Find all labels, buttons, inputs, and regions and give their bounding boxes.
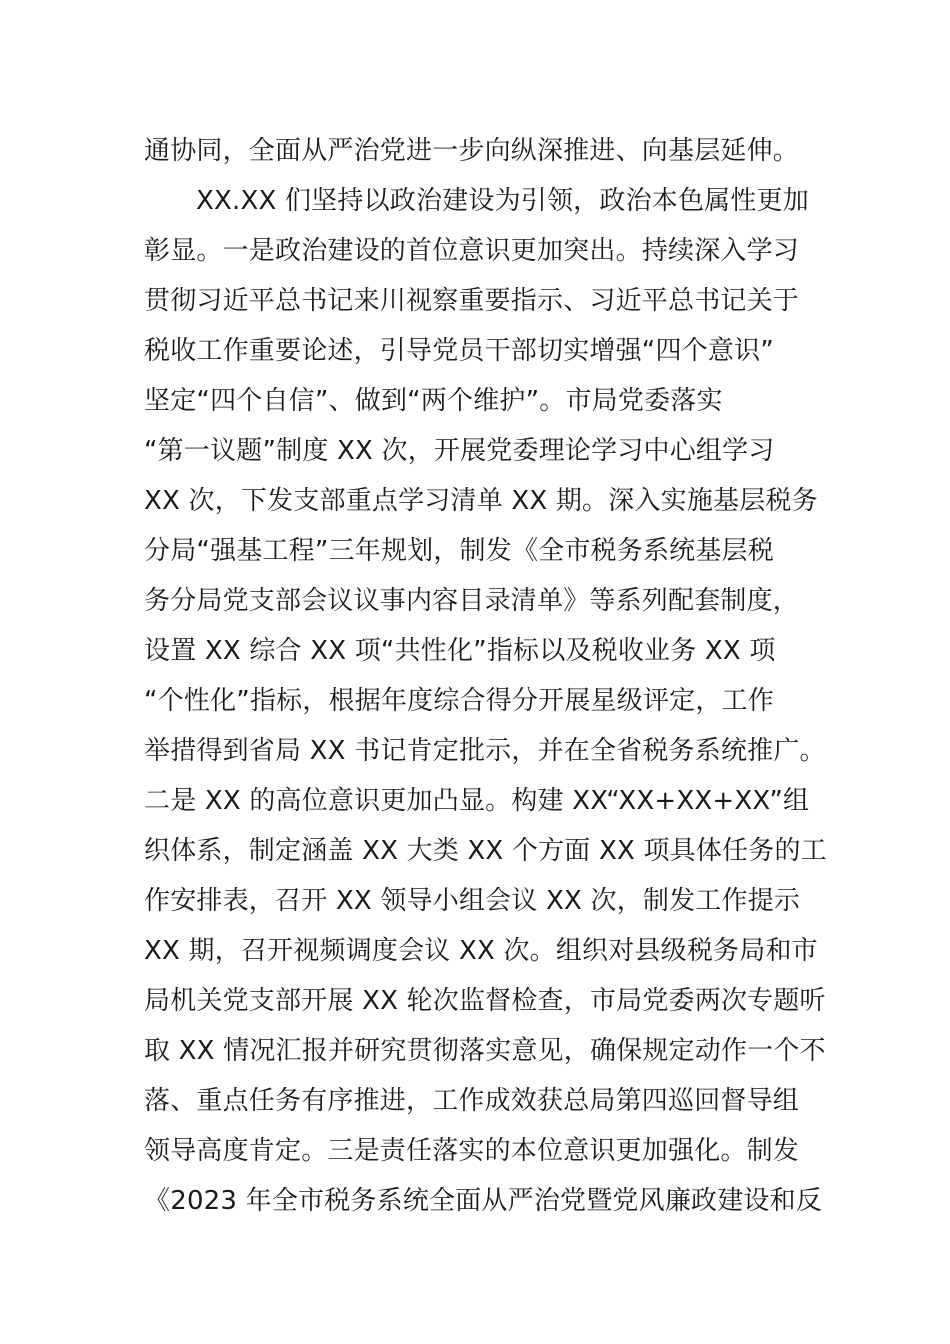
text-line: 二是 XX 的高位意识更加凸显。构建 XX“XX+XX+XX”组 xyxy=(144,786,810,816)
text-line: 领导高度肯定。三是责任落实的本位意识更加强化。制发 xyxy=(144,1136,800,1166)
text-line: 取 XX 情况汇报并研究贯彻落实意见，确保规定动作一个不 xyxy=(144,1036,826,1066)
text-line: 税收工作重要论述，引导党员干部切实增强“四个意识” xyxy=(144,336,774,366)
text-line: XX 期，召开视频调度会议 XX 次。组织对县级税务局和市 xyxy=(144,936,818,966)
text-line: 彰显。一是政治建设的首位意识更加突出。持续深入学习 xyxy=(144,236,800,266)
text-line: XX 次，下发支部重点学习清单 XX 期。深入实施基层税务 xyxy=(144,486,818,516)
text-line: 作安排表，召开 XX 领导小组会议 XX 次，制发工作提示 xyxy=(144,886,801,916)
paragraph-first-line: XX.XX 们坚持以政治建设为引领，政治本色属性更加 xyxy=(196,186,809,216)
text-line: 坚定“四个自信”、做到“两个维护”。市局党委落实 xyxy=(144,386,723,416)
text-line: “第一议题”制度 XX 次，开展党委理论学习中心组学习 xyxy=(144,436,775,466)
text-line: 通协同，全面从严治党进一步向纵深推进、向基层延伸。 xyxy=(144,136,800,166)
text-line: 设置 XX 综合 XX 项“共性化”指标以及税收业务 XX 项 xyxy=(144,636,776,666)
body-text xyxy=(144,126,827,1226)
text-line: 《2023 年全市税务系统全面从严治党暨党风廉政建设和反 xyxy=(144,1186,823,1216)
text-line: 分局“强基工程”三年规划，制发《全市税务系统基层税 xyxy=(144,536,774,566)
text-line: 织体系，制定涵盖 XX 大类 XX 个方面 XX 项具体任务的工 xyxy=(144,836,827,866)
text-line: 局机关党支部开展 XX 轮次监督检查，市局党委两次专题听 xyxy=(144,986,826,1016)
text-line: 务分局党支部会议议事内容目录清单》等系列配套制度， xyxy=(144,586,800,616)
text-line: 举措得到省局 XX 书记肯定批示，并在全省税务系统推广。 xyxy=(144,736,826,766)
text-line: “个性化”指标，根据年度综合得分开展星级评定，工作 xyxy=(144,686,774,716)
text-line: 贯彻习近平总书记来川视察重要指示、习近平总书记关于 xyxy=(144,286,800,316)
text-line: 落、重点任务有序推进，工作成效获总局第四巡回督导组 xyxy=(144,1086,800,1116)
